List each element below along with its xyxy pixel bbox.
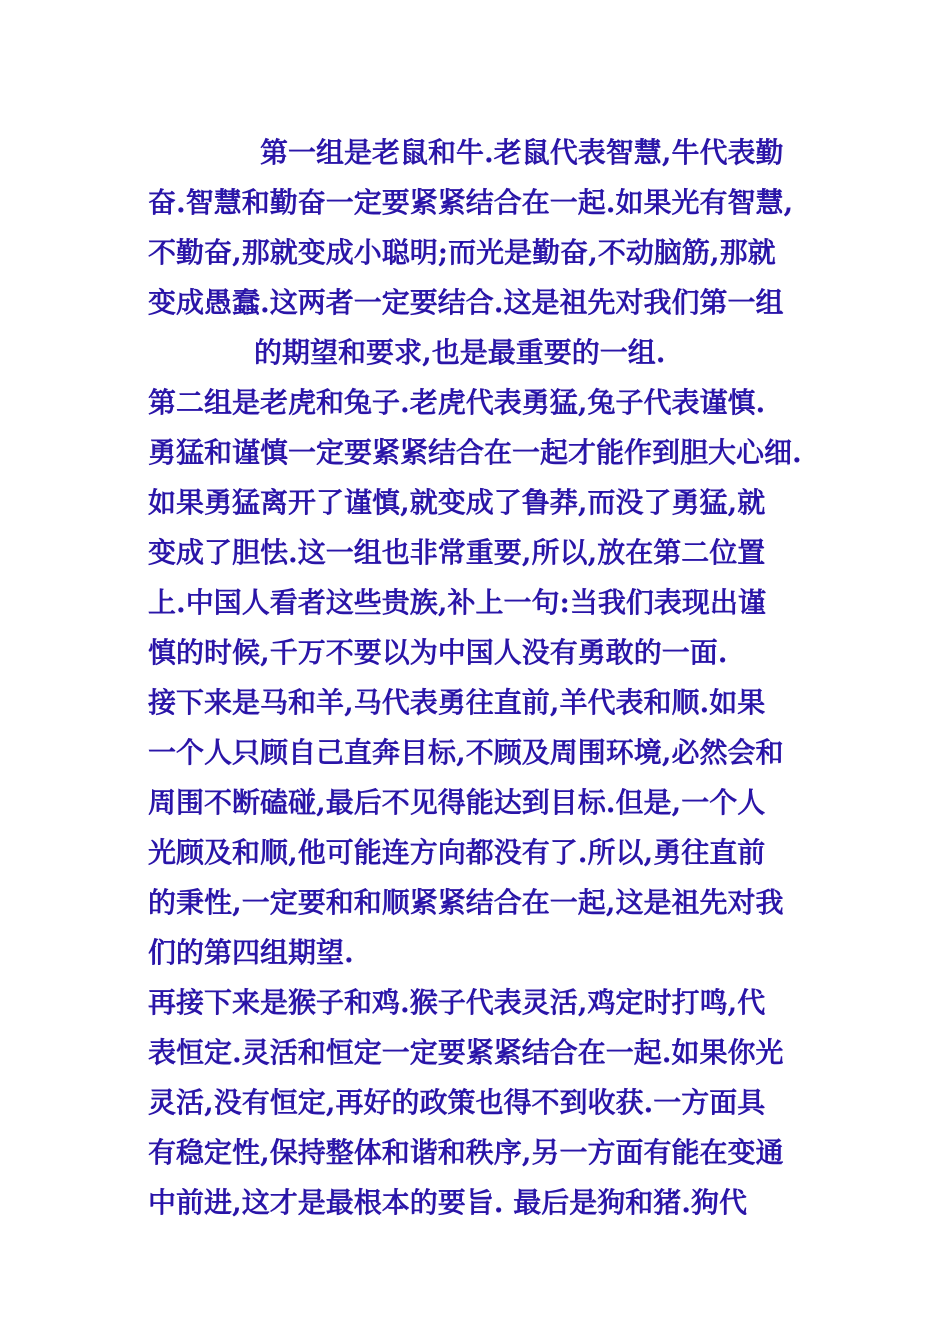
text-line: 灵活,没有恒定,再好的政策也得不到收获.一方面具 — [148, 1086, 766, 1119]
text-line: 的秉性,一定要和和顺紧紧结合在一起,这是祖先对我 — [148, 886, 784, 919]
text-line: 上.中国人看者这些贵族,补上一句:当我们表现出谨 — [148, 586, 766, 619]
text-line: 表恒定.灵活和恒定一定要紧紧结合在一起.如果你光 — [148, 1036, 784, 1069]
text-line: 如果勇猛离开了谨慎,就变成了鲁莽,而没了勇猛,就 — [148, 486, 766, 519]
text-line: 勇猛和谨慎一定要紧紧结合在一起才能作到胆大心细. — [148, 436, 802, 469]
text-line: 变成愚蠢.这两者一定要结合.这是祖先对我们第一组 — [148, 286, 784, 319]
text-line: 奋.智慧和勤奋一定要紧紧结合在一起.如果光有智慧, — [148, 186, 794, 219]
text-line: 有稳定性,保持整体和谐和秩序,另一方面有能在变通 — [148, 1136, 784, 1169]
text-line: 再接下来是猴子和鸡.猴子代表灵活,鸡定时打鸣,代 — [148, 986, 766, 1019]
text-line: 们的第四组期望. — [148, 936, 354, 969]
text-line: 变成了胆怯.这一组也非常重要,所以,放在第二位置 — [148, 536, 766, 569]
text-line: 一个人只顾自己直奔目标,不顾及周围环境,必然会和 — [148, 736, 784, 769]
text-line: 不勤奋,那就变成小聪明;而光是勤奋,不动脑筋,那就 — [148, 236, 776, 269]
text-line: 光顾及和顺,他可能连方向都没有了.所以,勇往直前 — [148, 836, 766, 869]
text-line: 慎的时候,千万不要以为中国人没有勇敢的一面. — [148, 636, 728, 669]
text-line: 接下来是马和羊,马代表勇往直前,羊代表和顺.如果 — [148, 686, 766, 719]
text-line: 第一组是老鼠和牛.老鼠代表智慧,牛代表勤 — [260, 136, 784, 169]
text-line: 的期望和要求,也是最重要的一组. — [254, 336, 666, 369]
text-line: 第二组是老虎和兔子.老虎代表勇猛,兔子代表谨慎. — [148, 386, 766, 419]
text-line: 中前进,这才是最根本的要旨. 最后是狗和猪.狗代 — [148, 1186, 747, 1219]
document-body — [148, 132, 818, 1232]
text-line: 周围不断磕碰,最后不见得能达到目标.但是,一个人 — [148, 786, 766, 819]
